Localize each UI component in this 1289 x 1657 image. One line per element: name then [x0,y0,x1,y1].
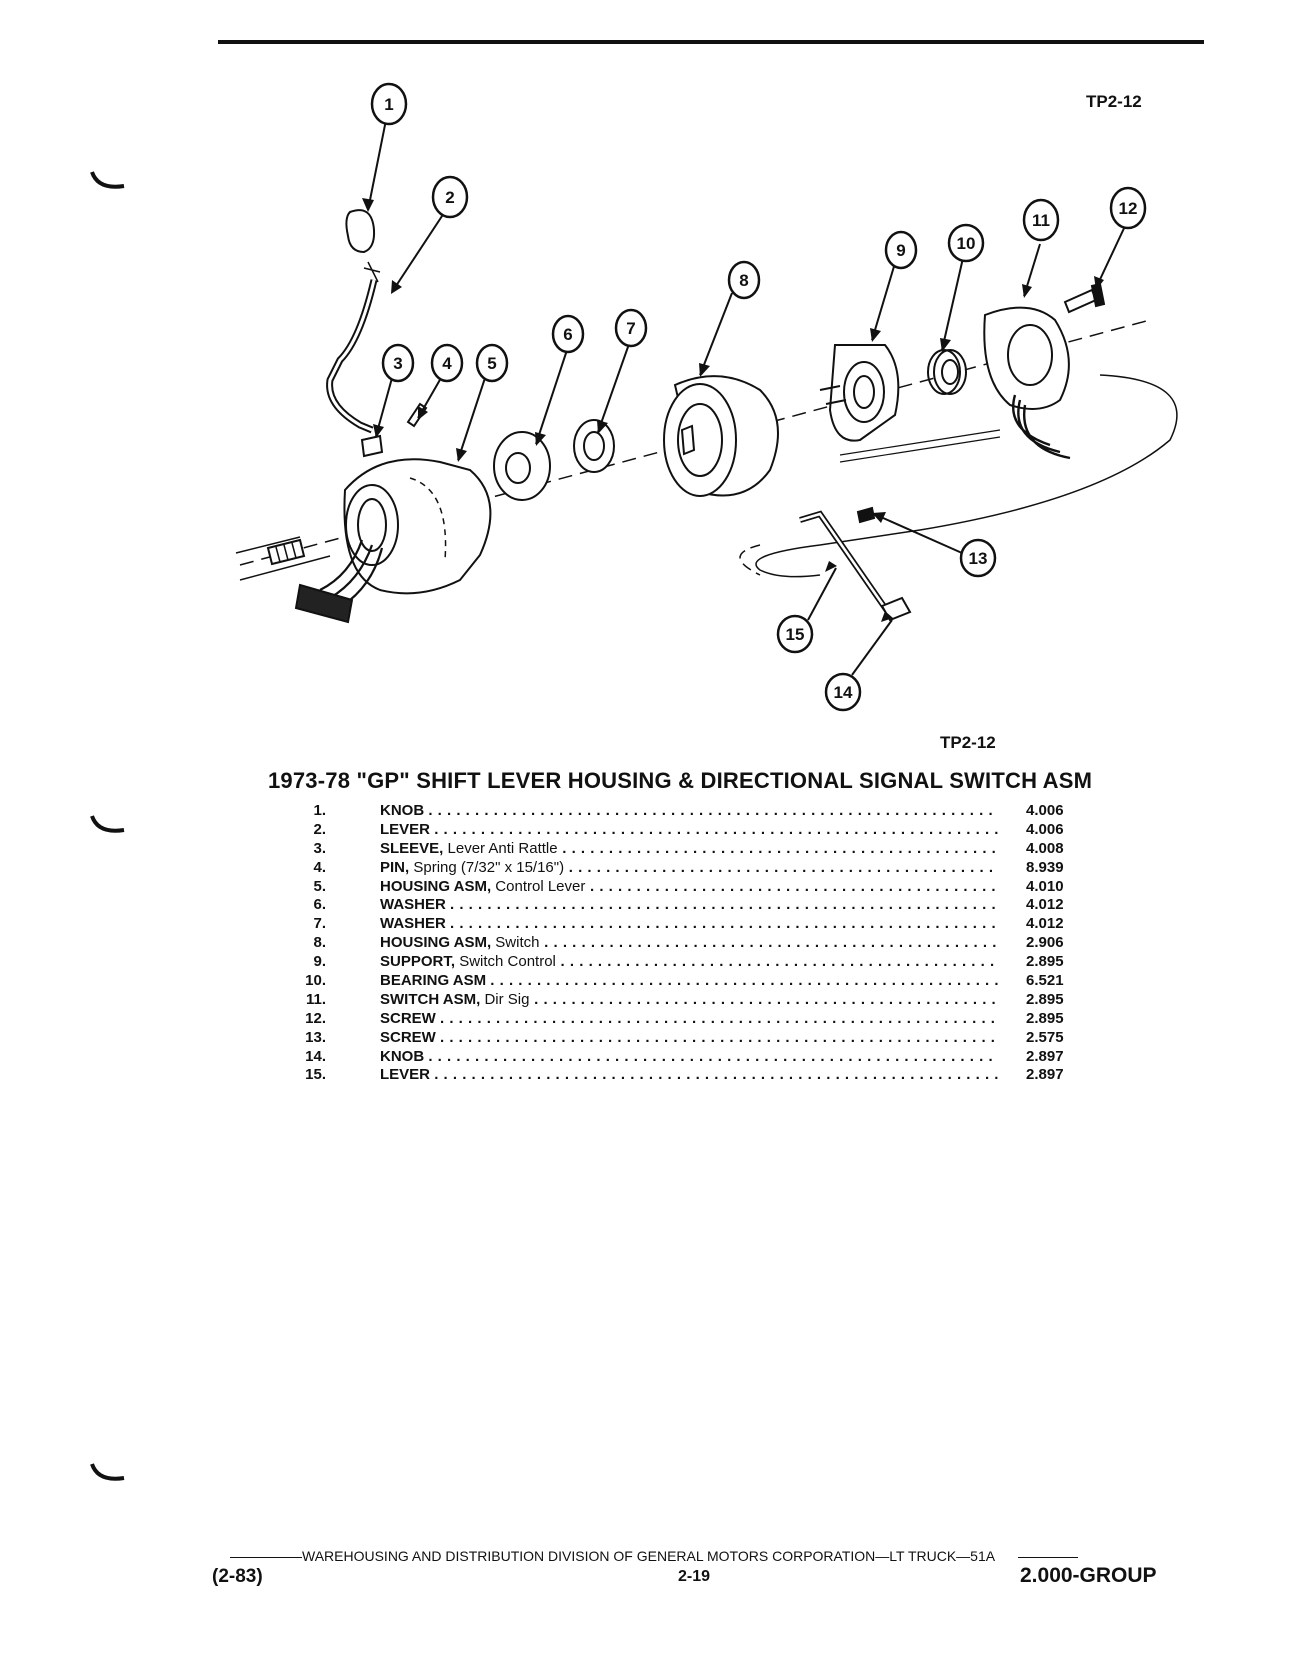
callout-13 [961,540,995,576]
knob-icon [346,210,374,252]
svg-text:1: 1 [384,95,394,114]
part-name: SWITCH ASM, [380,990,481,1008]
group-code: 6.521 [1026,972,1064,990]
parts-row [280,991,1080,1010]
footer-division-text: WAREHOUSING AND DISTRIBUTION DIVISION OF GENERAL MOTORS CORPORATION—LT TRUCK—51A [302,1548,995,1564]
group-code: 8.939 [1026,858,1064,876]
screw-13-icon [858,508,874,522]
part-name: LEVER [380,1066,431,1084]
shift-lever-icon [330,262,380,430]
footer-date: (2-83) [212,1566,263,1587]
group-code: 2.897 [1026,1047,1064,1065]
parts-list [280,802,1080,1085]
callout-1 [372,84,406,124]
svg-text:10: 10 [956,234,976,253]
part-number: 5. [313,877,326,895]
callout-12 [1111,188,1145,228]
callout-9 [886,232,916,268]
part-number: 6. [313,896,326,914]
sleeve-icon [362,436,382,456]
exploded-view-illustration [0,0,1289,740]
figure-ref-top: TP2-12 [1086,92,1142,111]
part-number: 12. [305,1009,326,1027]
parts-row [280,821,1080,840]
part-number: 15. [305,1066,326,1084]
part-number: 7. [313,915,326,933]
figure-ref-bottom: TP2-12 [940,733,996,752]
parts-row [280,1029,1080,1048]
part-name: KNOB [380,802,425,819]
svg-text:2: 2 [445,188,455,207]
footer-rule-right [1018,1557,1078,1559]
svg-text:15: 15 [785,625,805,644]
callout-5 [477,345,507,381]
group-code: 2.895 [1026,990,1064,1008]
group-code: 4.010 [1026,877,1064,895]
group-code: 2.897 [1026,1066,1064,1084]
part-number: 4. [313,858,326,876]
part-name: SUPPORT, [380,953,456,971]
group-code: 4.008 [1026,839,1064,857]
svg-text:12: 12 [1118,199,1138,218]
part-description: Lever Anti Rattle [447,839,558,857]
parts-row [280,1048,1080,1067]
parts-row [280,915,1080,934]
group-code: 4.006 [1026,820,1064,838]
part-name: HOUSING ASM, [380,877,492,895]
parts-row [280,878,1080,897]
part-number: 14. [305,1047,326,1065]
group-code: 2.895 [1026,953,1064,971]
group-code: 2.895 [1026,1009,1064,1027]
group-code: 4.012 [1026,896,1064,914]
screw-12-icon [1065,284,1104,312]
callout-10 [949,225,983,261]
part-name: SLEEVE, [380,839,444,857]
group-code: 2.906 [1026,934,1064,952]
callout-11 [1024,200,1058,240]
part-description: Switch [495,934,540,952]
callout-7 [616,310,646,346]
group-code: 4.006 [1026,802,1064,819]
callout-15 [778,616,812,652]
callout-4 [432,345,462,381]
svg-text:5: 5 [487,354,497,373]
part-name: WASHER [380,915,446,933]
footer-division [230,1548,1078,1564]
footer-page-number: 2-19 [678,1568,711,1585]
control-lever-housing-icon [344,459,490,593]
part-number: 11. [305,990,326,1008]
part-name: SCREW [380,1009,436,1027]
part-description: Spring (7/32" x 15/16") [413,858,565,876]
part-description: Switch Control [459,953,556,971]
parts-row [280,840,1080,859]
part-name: WASHER [380,896,446,914]
svg-text:14: 14 [833,683,853,702]
section-title: 1973-78 "GP" SHIFT LEVER HOUSING & DIRECTIONAL SIGNAL SWITCH ASM [268,768,1093,793]
washer-7-icon [574,420,614,472]
directional-lever-icon [800,514,890,615]
footer-rule-left [230,1557,302,1559]
parts-row [280,1066,1080,1085]
parts-row [280,1010,1080,1029]
margin-mark-icon [88,812,128,842]
parts-row [280,953,1080,972]
part-name: LEVER [380,820,431,838]
group-code: 4.012 [1026,915,1064,933]
parts-row [280,859,1080,878]
switch-support-icon [820,345,898,441]
callout-8 [729,262,759,298]
svg-text:6: 6 [563,325,573,344]
svg-text:8: 8 [739,271,749,290]
part-description: Control Lever [495,877,586,895]
parts-row [280,896,1080,915]
svg-text:4: 4 [442,354,452,373]
margin-mark-icon [88,1460,128,1490]
switch-housing-icon [664,376,778,496]
washer-6-icon [494,432,550,500]
part-name: SCREW [380,1028,436,1046]
bearing-icon [928,350,966,394]
callout-14 [826,674,860,710]
part-name: KNOB [380,1047,425,1065]
svg-text:3: 3 [393,354,403,373]
part-number: 9. [313,953,326,971]
parts-row [280,802,1080,821]
svg-text:9: 9 [896,241,906,260]
parts-row [280,972,1080,991]
callout-3 [383,345,413,381]
part-description: Dir Sig [484,990,530,1008]
parts-row [280,934,1080,953]
part-number: 10. [305,972,326,990]
part-number: 8. [313,934,326,952]
part-name: HOUSING ASM, [380,934,492,952]
svg-text:13: 13 [968,549,988,568]
part-name: PIN, [380,858,410,876]
part-number: 3. [313,839,326,857]
group-code: 2.575 [1026,1028,1064,1046]
part-name: BEARING ASM [380,972,487,990]
footer-group: 2.000-GROUP [1020,1564,1157,1587]
part-number: 1. [313,802,326,819]
svg-text:11: 11 [1032,211,1050,230]
callout-6 [553,316,583,352]
part-number: 13. [305,1028,326,1046]
part-number: 2. [313,820,326,838]
svg-text:7: 7 [626,319,636,338]
callout-2 [433,177,467,217]
